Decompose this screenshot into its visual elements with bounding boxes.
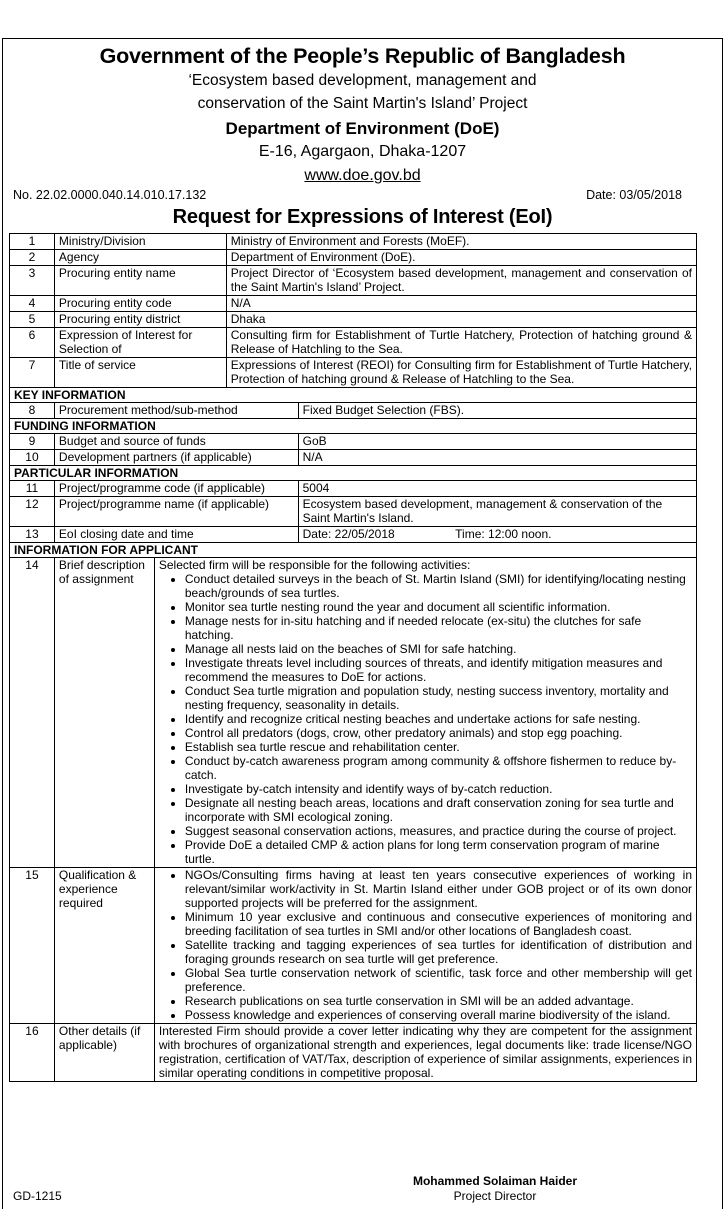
qualification-item: • Possess knowledge and experiences of conserving overall marine biodiversity of the island. (185, 1008, 692, 1022)
table-row: 7 Title of service Expressions of Interest (REOI) for Consulting firm for Establishment of Turtle Hatchery, Protection of hatching ground & Release of Hatchling to the Sea. (10, 358, 697, 388)
qualification-item: • Satellite tracking and tagging experiences of sea turtles for identification of distribution and foraging grounds research on sea turtle will get preference. (185, 938, 692, 966)
qualification-item: • Global Sea turtle conservation network of scientific, task force and other membership will get preference. (185, 966, 692, 994)
document-title: Request for Expressions of Interest (EoI) (172, 206, 553, 228)
table-row: 13 EoI closing date and time Date: 22/05/2018 Time: 12:00 noon. (10, 527, 697, 543)
closing-time: Time: 12:00 noon. (455, 527, 552, 541)
activity-item: • Investigate threats level including sources of threats, and identify mitigation measures and recommend the measures to DoE for actions. (185, 656, 692, 684)
table-row: 1 Ministry/Division Ministry of Environment and Forests (MoEF). (10, 234, 697, 250)
signatory-name: Mohammed Solaiman Haider (412, 1174, 578, 1188)
key-information-heading: KEY INFORMATION (10, 388, 697, 403)
issue-date: Date: 03/05/2018 (586, 188, 682, 202)
eoi-table (9, 233, 697, 1082)
table-row: 14 Brief description of assignment Selected firm will be responsible for the following activities: • Conduct detailed surveys in the beach of St. Martin Island (SMI) for identifying/locating nesting beach/grounds of sea turtles. • Monitor sea turtle nesting round the year and document all scientific information. • Manage nests for in-situ hatching and if needed relocate (ex-situ) the clutches for safe hatching. • Manage all nests laid on the beaches of SMI for safe hatching. • Investigate threats level including sources of threats, and identify mitigation measures and recommend the measures to DoE for actions. • Conduct Sea turtle migration and population study, nesting success inventory, mortality and nesting frequency, seasonality in details. • Identify and recognize critical nesting beaches and undertake actions for safe nesting. • Control all predators (dogs, crow, other predatory animals) and stop egg poaching. • Establish sea turtle rescue and rehabilitation center. • Conduct by-catch awareness program among community & offshore fishermen to reduce by-catch. • Investigate by-catch intensity and identify ways of by-catch reduction. • Designate all nesting beach areas, locations and draft conservation zoning for sea turtle and incorporate with SMI ecological zoning. • Suggest seasonal conservation actions, measures, and practice during the course of project. • Provide DoE a detailed CMP & action plans for long term conservation program of marine turtle. (10, 558, 697, 868)
project-line-2: conservation of the Saint Martin's Island’ Project (197, 95, 528, 112)
activity-item: • Designate all nesting beach areas, locations and draft conservation zoning for sea turtle and incorporate with SMI ecological zoning. (185, 796, 692, 824)
table-row: 16 Other details (if applicable) Interested Firm should provide a cover letter indicating why they are competent for the assignment with brochures of organizational strength and experiences, legal documents like: trade license/NGO registration, certification of VAT/Tax, description of experience of similar assignments, experiences in similar operating conditions in competitive proposal. (10, 1024, 697, 1082)
table-row: 10 Development partners (if applicable) N/A (10, 450, 697, 466)
activity-item: • Manage all nests laid on the beaches of SMI for safe hatching. (185, 642, 692, 656)
table-row: 11 Project/programme code (if applicable) 5004 (10, 481, 697, 497)
qualification-item: • Research publications on sea turtle conservation in SMI will be an added advantage. (185, 994, 692, 1008)
government-heading: Government of the People’s Republic of Bangladesh (99, 44, 626, 68)
activities-list (159, 572, 692, 866)
activity-item: • Monitor sea turtle nesting round the year and document all scientific information. (185, 600, 692, 614)
funding-information-heading: FUNDING INFORMATION (10, 419, 697, 434)
footer-code: GD-1215 (13, 1189, 62, 1203)
qualification-item: • NGOs/Consulting firms having at least ten years consecutive experiences of working in relevant/similar work/activity in St. Martin Island either under GOB project or of its own donor supported projects will be preferred for the assignment. (185, 868, 692, 910)
activity-item: • Establish sea turtle rescue and rehabilitation center. (185, 740, 692, 754)
table-row: 2 Agency Department of Environment (DoE). (10, 250, 697, 266)
activity-item: • Conduct Sea turtle migration and population study, nesting success inventory, mortality and nesting frequency, seasonality in details. (185, 684, 692, 712)
table-row: 12 Project/programme name (if applicable) Ecosystem based development, management & conservation of the Saint Martin's Island. (10, 497, 697, 527)
table-row: 3 Procuring entity name Project Director of ‘Ecosystem based development, management and conservation of the Saint Martin's Island’ Project. (10, 266, 697, 296)
section-heading-row (10, 388, 697, 403)
activity-item: • Control all predators (dogs, crow, other predatory animals) and stop egg poaching. (185, 726, 692, 740)
activity-item: • Investigate by-catch intensity and identify ways of by-catch reduction. (185, 782, 692, 796)
applicant-information-heading: INFORMATION FOR APPLICANT (10, 543, 697, 558)
particular-information-heading: PARTICULAR INFORMATION (10, 466, 697, 481)
qualification-item: • Minimum 10 year exclusive and continuous and consecutive experiences of monitoring and breeding facilitation of sea turtles in SMI and/or other locations of Bangladesh coast. (185, 910, 692, 938)
closing-date: Date: 22/05/2018 (302, 527, 395, 541)
reference-number: No. 22.02.0000.040.14.010.17.132 (13, 188, 207, 202)
department-name: Department of Environment (DoE) (225, 119, 500, 138)
assignment-intro: Selected firm will be responsible for the following activities: (158, 558, 471, 572)
department-address: E-16, Agargaon, Dhaka-1207 (258, 143, 467, 160)
activity-item: • Conduct by-catch awareness program among community & offshore fishermen to reduce by-catch. (185, 754, 692, 782)
website-link[interactable]: www.doe.gov.bd (304, 167, 421, 184)
table-row: 9 Budget and source of funds GoB (10, 434, 697, 450)
activity-item: • Provide DoE a detailed CMP & action plans for long term conservation program of marine turtle. (185, 838, 692, 866)
activity-item: • Conduct detailed surveys in the beach of St. Martin Island (SMI) for identifying/locating nesting beach/grounds of sea turtles. (185, 572, 692, 600)
table-row: 6 Expression of Interest for Selection of Consulting firm for Establishment of Turtle Hatchery, Protection of hatching ground & Release of Hatchling to the Sea. (10, 328, 697, 358)
signatory-title: Project Director (453, 1189, 537, 1203)
project-line-1: ‘Ecosystem based development, management and (188, 72, 537, 89)
section-heading-row (10, 466, 697, 481)
activity-item: • Identify and recognize critical nesting beaches and undertake actions for safe nesting. (185, 712, 692, 726)
section-heading-row (10, 419, 697, 434)
activity-item: • Suggest seasonal conservation actions, measures, and practice during the course of project. (185, 824, 692, 838)
section-heading-row (10, 543, 697, 558)
table-row: 5 Procuring entity district Dhaka (10, 312, 697, 328)
table-row: 15 Qualification & experience required • NGOs/Consulting firms having at least ten years consecutive experiences of working in relevant/similar work/activity in St. Martin Island either under GOB project or of its own donor supported projects will be preferred for the assignment. • Minimum 10 year exclusive and continuous and consecutive experiences of monitoring and breeding facilitation of sea turtles in SMI and/or other locations of Bangladesh coast. • Satellite tracking and tagging experiences of sea turtles for identification of distribution and foraging grounds research on sea turtle will get preference. • Global Sea turtle conservation network of scientific, task force and other membership will get preference. • Research publications on sea turtle conservation in SMI will be an added advantage. • Possess knowledge and experiences of conserving overall marine biodiversity of the island. (10, 868, 697, 1024)
activity-item: • Manage nests for in-situ hatching and if needed relocate (ex-situ) the clutches for safe hatching. (185, 614, 692, 642)
table-row: 8 Procurement method/sub-method Fixed Budget Selection (FBS). (10, 403, 697, 419)
qualification-list (159, 868, 692, 1022)
table-row: 4 Procuring entity code N/A (10, 296, 697, 312)
